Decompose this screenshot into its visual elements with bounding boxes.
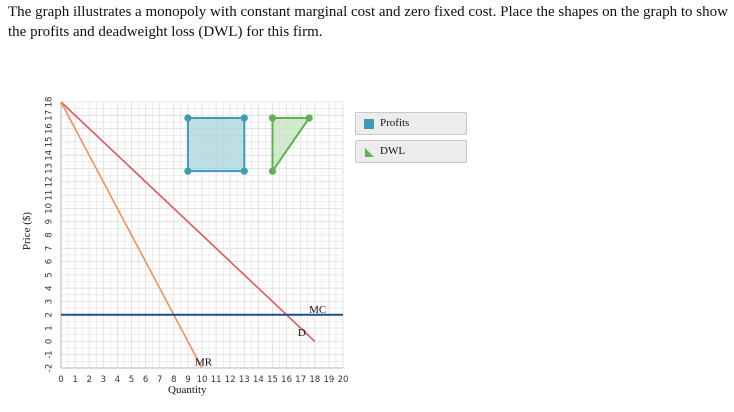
- y-tick-label: 5: [44, 272, 55, 278]
- y-tick-label: 14: [44, 149, 55, 161]
- dwl-handle[interactable]: [306, 114, 313, 121]
- x-tick-label: 20: [337, 375, 349, 385]
- x-tick-label: 8: [171, 375, 177, 385]
- y-tick-label: 3: [44, 298, 55, 305]
- profits-handle[interactable]: [241, 168, 248, 175]
- profits-handle[interactable]: [184, 114, 191, 121]
- y-tick-label: 7: [44, 245, 55, 252]
- x-tick-label: 10: [196, 375, 208, 385]
- x-tick-label: 7: [156, 375, 163, 385]
- x-tick-label: 19: [323, 375, 335, 385]
- x-tick-label: 1: [72, 375, 78, 385]
- y-tick-label: -2: [44, 363, 55, 373]
- x-tick-label: 6: [142, 375, 149, 385]
- x-tick-label: 0: [58, 375, 64, 385]
- dwl-tool-label: DWL: [380, 145, 406, 157]
- y-tick-label: -1: [44, 350, 55, 359]
- y-tick-label: 16: [44, 123, 55, 135]
- x-tick-label: 15: [267, 375, 278, 385]
- y-tick-label: 15: [44, 136, 55, 148]
- mr-label: MR: [194, 356, 213, 369]
- x-tick-label: 14: [252, 375, 264, 385]
- profits-shape[interactable]: [188, 118, 244, 171]
- y-tick-label: 0: [44, 338, 55, 345]
- profits-handle[interactable]: [184, 168, 191, 175]
- y-tick-label: 18: [44, 96, 55, 108]
- y-tick-label: 4: [44, 285, 55, 291]
- square-icon: [364, 119, 374, 129]
- x-tick-label: 17: [295, 375, 307, 385]
- y-tick-label: 12: [44, 176, 55, 188]
- x-tick-label: 18: [309, 375, 321, 385]
- triangle-icon: [364, 147, 374, 157]
- x-tick-label: 13: [238, 375, 250, 385]
- y-tick-label: 11: [44, 189, 55, 201]
- dwl-handle[interactable]: [269, 168, 276, 175]
- dwl-handle[interactable]: [269, 114, 276, 121]
- d-label: D: [297, 327, 306, 340]
- y-tick-label: 1: [44, 325, 55, 331]
- x-tick-label: 2: [86, 375, 92, 385]
- profits-handle[interactable]: [241, 114, 248, 121]
- x-tick-label: 9: [185, 375, 191, 385]
- y-tick-label: 13: [44, 163, 55, 174]
- y-axis-title: Price ($): [21, 211, 33, 251]
- curve-labels: [195, 304, 326, 369]
- y-tick-label: 10: [44, 202, 55, 214]
- x-tick-label: 16: [281, 375, 293, 385]
- profits-tool-button[interactable]: [355, 112, 467, 135]
- y-tick-label: 6: [44, 258, 55, 265]
- dwl-shape[interactable]: [273, 118, 310, 171]
- x-tick-label: 12: [224, 375, 236, 385]
- profits-tool-label: Profits: [380, 117, 410, 129]
- y-axis-ticks: [45, 97, 55, 373]
- y-tick-label: 17: [44, 109, 55, 121]
- x-tick-label: 4: [114, 375, 121, 385]
- y-tick-label: 2: [44, 312, 55, 318]
- x-tick-label: 5: [128, 375, 135, 385]
- x-tick-label: 3: [100, 375, 107, 385]
- y-tick-label: 9: [44, 218, 55, 225]
- dwl-tool-button[interactable]: [355, 140, 467, 163]
- y-tick-label: 8: [44, 232, 55, 238]
- x-axis-title: Quantity: [168, 384, 207, 396]
- x-tick-label: 11: [210, 375, 222, 385]
- mc-label: MC: [309, 303, 327, 316]
- question-text: The graph illustrates a monopoly with constant marginal cost and zero fixed cost. Place the shapes on the graph to show the profits and deadweight loss (DWL) for this firm.: [8, 4, 728, 40]
